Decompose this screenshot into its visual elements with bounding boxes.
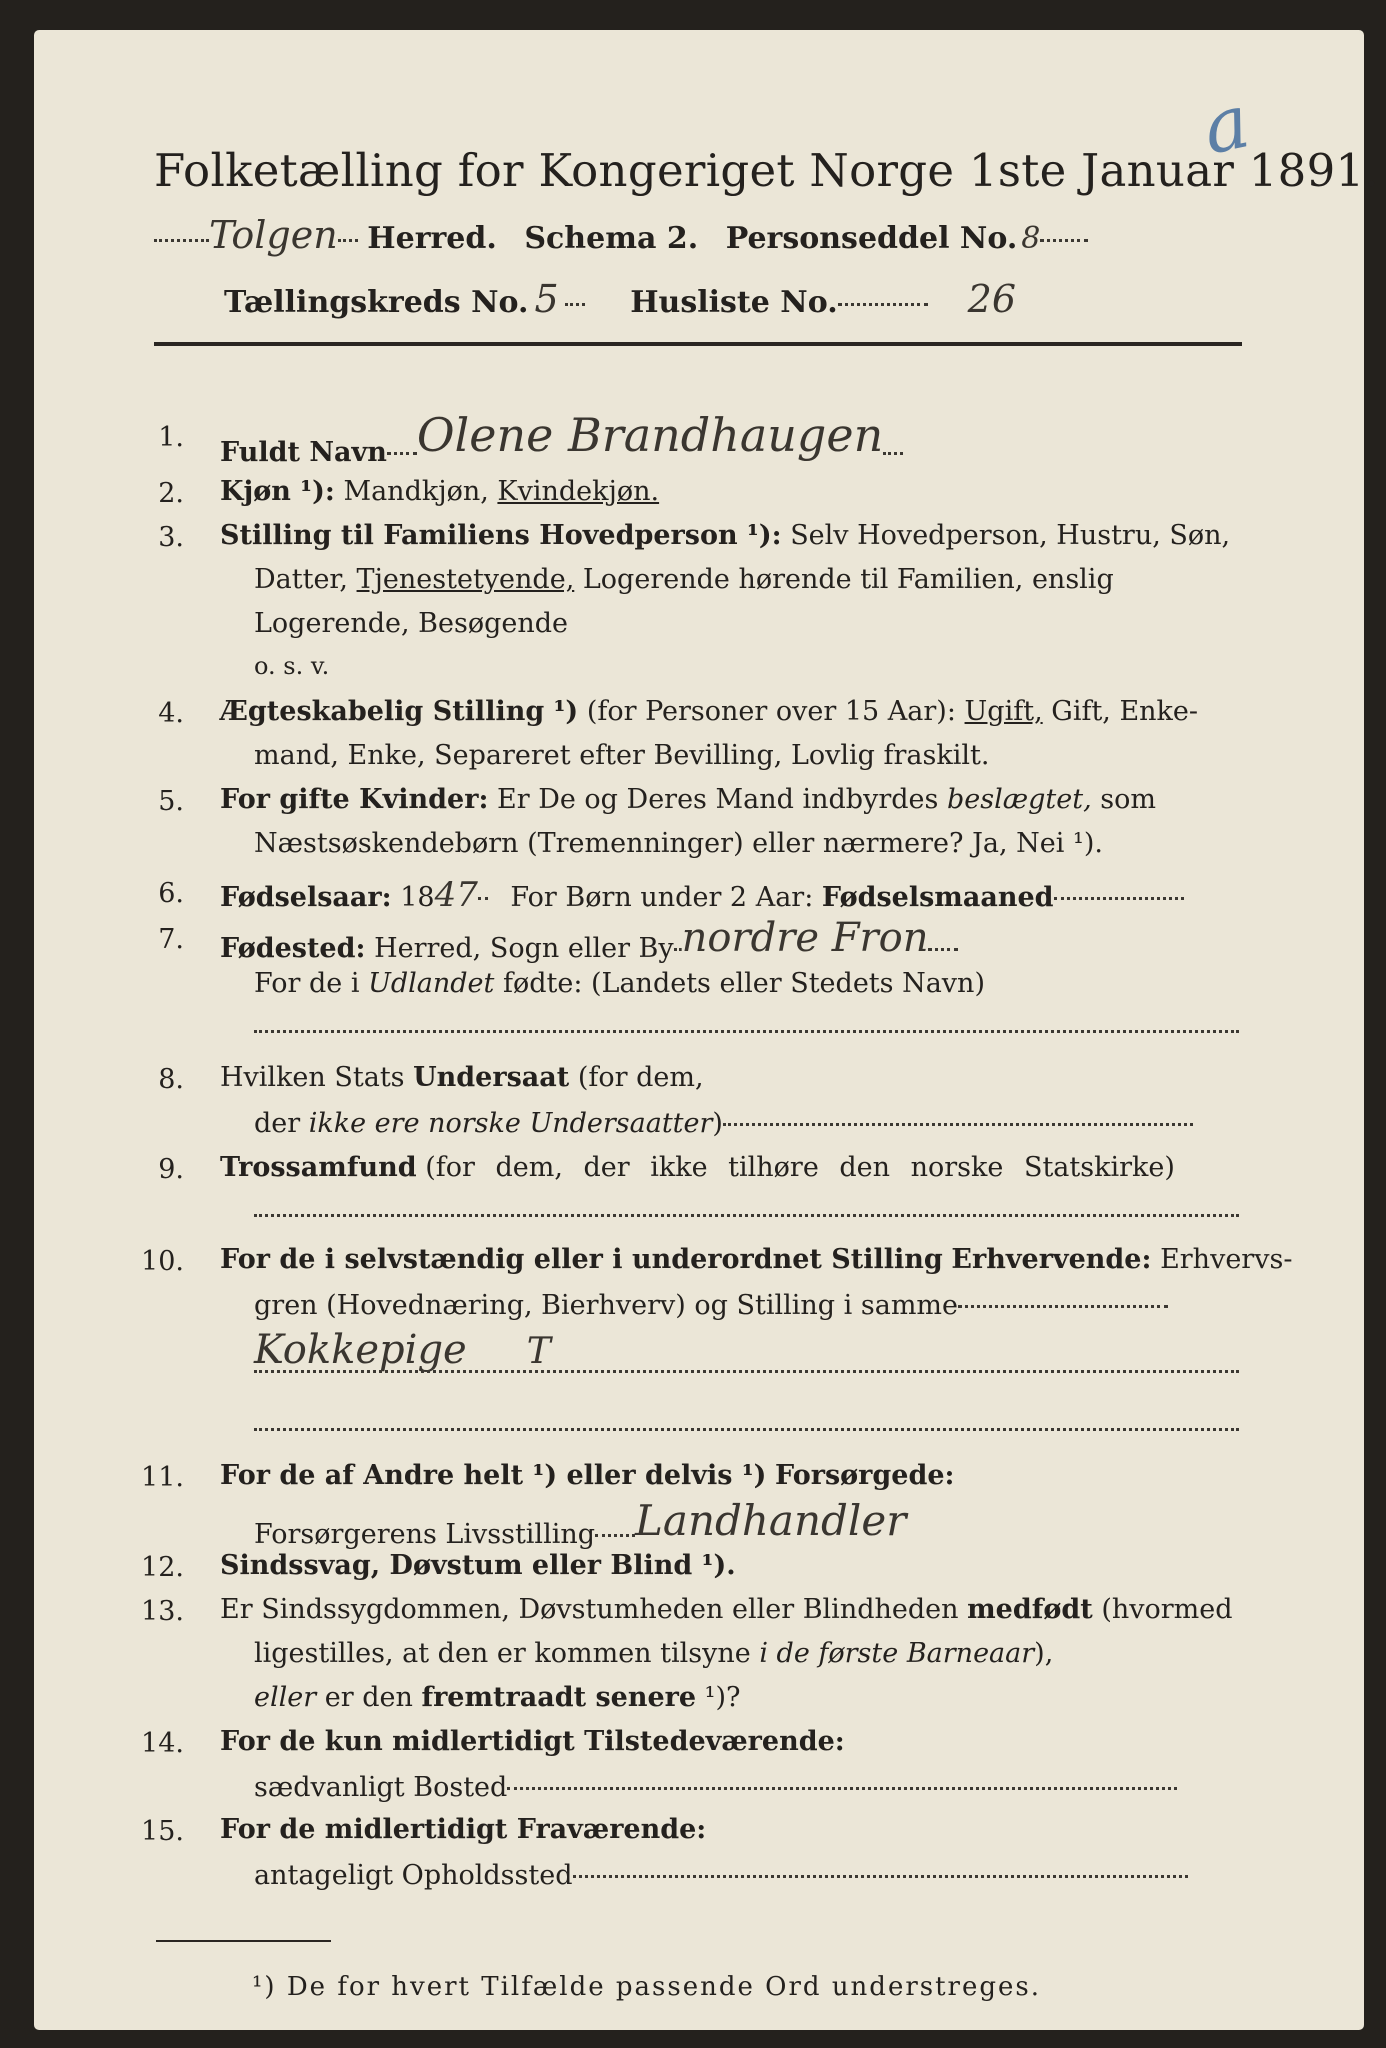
occupation-prefix: For de i selvstændig eller i underordnet Stilling: [220, 1244, 943, 1275]
item-14-line-1: For de kun midlertidigt Tilstedeværende:: [220, 1726, 845, 1757]
item-5-line-1: [220, 786, 1156, 813]
usual-residence-label: sædvanligt Bosted: [254, 1772, 508, 1803]
citizenship-prefix: Hvilken Stats: [220, 1062, 405, 1093]
word-som: som: [1100, 784, 1156, 815]
word-medfodt: medfødt: [967, 1594, 1093, 1625]
item-5-number: 5.: [158, 786, 184, 817]
item-6-number: 6.: [158, 878, 184, 909]
item-2-number: 2.: [158, 478, 184, 509]
provider-occupation-label: Forsørgerens Livsstilling: [254, 1519, 596, 1550]
item-10-number: 10.: [141, 1246, 184, 1277]
occupation-label: Erhvervende:: [951, 1244, 1152, 1275]
occupation-mark: T: [526, 1331, 551, 1372]
husliste-label: Husliste No.: [630, 285, 838, 320]
item-1-number: 1.: [158, 422, 184, 453]
item-9-number: 9.: [158, 1154, 184, 1185]
word-beslaegtet: beslægtet,: [946, 784, 1092, 815]
item-7-number: 7.: [158, 924, 184, 955]
birthplace-label: Fødested:: [220, 933, 366, 964]
item-6: [220, 875, 1184, 915]
corner-mark: a: [1195, 78, 1257, 172]
abroad-prefix: For de i: [254, 968, 360, 999]
married-women-label: For gifte Kvinder:: [220, 784, 489, 815]
herred-value: Tolgen: [209, 213, 338, 257]
item-8-line-1: [220, 1064, 704, 1091]
item-11-number: 11.: [141, 1462, 184, 1493]
header-row-1: [154, 213, 1088, 257]
temporary-stay-label: antageligt Opholdssted: [254, 1860, 573, 1891]
gender-option-male: Mandkjøn,: [343, 476, 489, 507]
item-11-line-2: [254, 1496, 907, 1550]
item-13-line-3: [254, 1684, 741, 1711]
married-women-question: Er De og Deres Mand indbyrdes: [497, 784, 939, 815]
item-15-number: 15.: [141, 1816, 184, 1847]
item-8-line-2: [254, 1110, 1193, 1137]
option-tjenestetyende: Tjenestetyende,: [356, 564, 575, 595]
item-12-number: 12.: [141, 1552, 184, 1583]
full-name-value: Olene Brandhaugen: [416, 408, 884, 462]
word-der: der: [254, 1108, 301, 1139]
personseddel-value: 8: [1021, 221, 1041, 256]
item-10-line-2: [254, 1292, 1168, 1319]
word-eller: eller: [254, 1682, 317, 1713]
provider-occupation-value: Landhandler: [635, 1496, 907, 1545]
birth-month-label: Fødselsmaaned: [821, 882, 1054, 913]
item-10-blank-line-1: [254, 1370, 1239, 1373]
item-10-line-1: [220, 1246, 1292, 1273]
item-11-line-1: [220, 1462, 955, 1489]
personseddel-label: Personseddel No.: [725, 221, 1018, 256]
item-13-number: 13.: [141, 1596, 184, 1627]
item-4-line-1: [220, 698, 1198, 725]
occupation-note: gren (Hovednæring, Bierhverv) og Stilling i samme: [254, 1290, 959, 1321]
item-3-line-3: Logerende, Besøgende: [254, 608, 568, 639]
item-12: Sindssvag, Døvstum eller Blind ¹).: [220, 1550, 736, 1581]
item-10-line-3: [254, 1327, 551, 1373]
item-2: [220, 478, 659, 505]
kreds-label: Tællingskreds No.: [224, 285, 529, 320]
abroad-note: fødte: (Landets eller Stedets Navn): [502, 968, 985, 999]
item-3-line-2: [254, 566, 1114, 593]
dependents-prefix: For de af Andre helt ¹) eller delvis ¹): [220, 1460, 767, 1491]
later-onset-label: fremtraadt senere: [421, 1682, 697, 1713]
census-form-sheet: [34, 30, 1380, 2030]
question-mark: ¹)?: [704, 1682, 741, 1713]
header-divider: [154, 342, 1242, 346]
husliste-value: 26: [967, 277, 1017, 321]
occupation-value: Kokkepige: [254, 1327, 467, 1373]
birth-year-prefix: 18: [400, 882, 435, 913]
item-13-line-2: [254, 1640, 1053, 1667]
marital-status-note: (for Personer over 15 Aar):: [586, 696, 956, 727]
dependents-label: Forsørgede:: [775, 1460, 955, 1491]
marital-status-label: Ægteskabelig Stilling ¹): [220, 696, 579, 727]
item-9: [220, 1154, 1175, 1181]
item-7-line-2: [254, 970, 985, 997]
footnote: ¹) De for hvert Tilfælde passende Ord understreges.: [252, 1972, 1042, 2002]
item-14-line-2: [254, 1774, 1177, 1801]
item-14-number: 14.: [141, 1728, 184, 1759]
item-3-line-4: o. s. v.: [254, 652, 330, 680]
full-name-label: Fuldt Navn: [220, 437, 387, 468]
option-ugift: Ugift,: [964, 696, 1043, 727]
item-9-blank-line: [254, 1214, 1239, 1217]
family-position-options-2: Logerende hørende til Familien, enslig: [582, 564, 1114, 595]
word-er-den: er den: [324, 1682, 413, 1713]
kreds-value: 5: [534, 277, 559, 321]
herred-label: Herred.: [367, 221, 497, 256]
citizenship-label: Undersaat: [413, 1062, 570, 1093]
paren-close-2: ),: [1034, 1638, 1054, 1669]
item-3-line-1: [220, 522, 1230, 549]
item-15-line-2: [254, 1862, 1188, 1889]
item-15-line-1: For de midlertidigt Fraværende:: [220, 1814, 707, 1845]
item-10-blank-line-2: [254, 1428, 1239, 1431]
word-hvormed: (hvormed: [1101, 1594, 1233, 1625]
early-childhood-note: i de første Barneaar: [759, 1638, 1035, 1669]
birthplace-value: nordre Fron: [681, 915, 929, 961]
paren-close: ): [712, 1108, 723, 1139]
option-datter: Datter,: [254, 564, 348, 595]
citizenship-note: (for dem,: [577, 1062, 704, 1093]
religion-label: Trossamfund: [220, 1152, 417, 1183]
birth-year-label: Fødselsaar:: [220, 882, 392, 913]
item-13-line-1: [220, 1596, 1233, 1623]
birth-month-note: For Børn under 2 Aar:: [510, 882, 814, 913]
item-3-number: 3.: [158, 522, 184, 553]
item-7-blank-line: [254, 1030, 1239, 1033]
family-position-options-1: Selv Hovedperson, Hustru, Søn,: [790, 520, 1231, 551]
item-8-number: 8.: [158, 1064, 184, 1095]
marital-status-options-1: Gift, Enke-: [1051, 696, 1199, 727]
item-5-line-2: Næstsøskendebørn (Tremenninger) eller nærmere? Ja, Nei ¹).: [254, 828, 1103, 859]
birth-year-value: 47: [434, 875, 478, 915]
disability-question: Er Sindssygdommen, Døvstumheden eller Blindheden: [220, 1594, 959, 1625]
disability-note: ligestilles, at den er kommen tilsyne: [254, 1638, 751, 1669]
gender-label: Kjøn ¹):: [220, 476, 335, 507]
word-udlandet: Udlandet: [368, 968, 495, 999]
gender-option-female: Kvindekjøn.: [497, 476, 660, 507]
footnote-separator: [156, 1940, 331, 1942]
non-norwegian-note: ikke ere norske Undersaatter: [308, 1108, 713, 1139]
item-1: [220, 408, 903, 468]
schema-label: Schema 2.: [524, 221, 699, 256]
birthplace-note: Herred, Sogn eller By: [374, 933, 674, 964]
family-position-label: Stilling til Familiens Hovedperson ¹):: [220, 520, 782, 551]
header-row-2: [224, 277, 1017, 321]
item-7-line-1: [220, 915, 958, 964]
item-4-line-2: mand, Enke, Separeret efter Bevilling, Lovlig fraskilt.: [254, 740, 990, 771]
item-4-number: 4.: [158, 698, 184, 729]
form-title: Folketælling for Kongeriget Norge 1ste Januar 1891.: [154, 144, 1380, 197]
religion-note: (for dem, der ikke tilhøre den norske Statskirke): [425, 1152, 1175, 1183]
word-erhvervs: Erhvervs-: [1160, 1244, 1293, 1275]
